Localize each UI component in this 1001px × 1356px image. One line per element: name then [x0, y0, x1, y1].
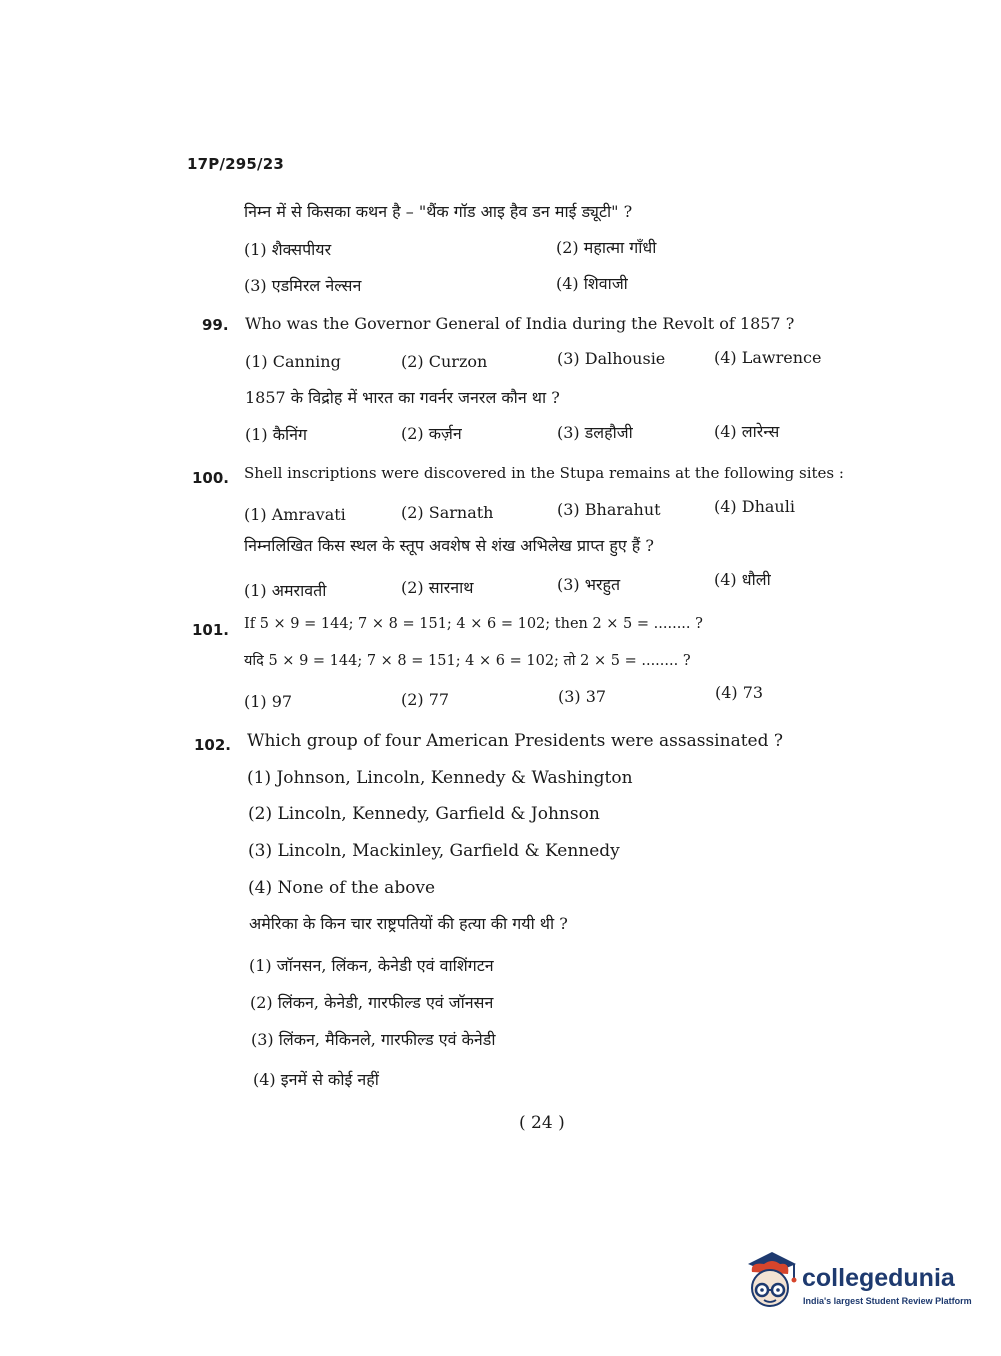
q102-option-4: (4) None of the above — [248, 878, 436, 898]
page-number: ( 24 ) — [519, 1113, 565, 1133]
q99-number: 99. — [202, 316, 229, 334]
q102-option-3: (3) Lincoln, Mackinley, Garfield & Kennedy — [248, 841, 620, 861]
logo-tagline: India's largest Student Review Platform — [803, 1296, 972, 1306]
q102-hindi-option-4: (4) इनमें से कोई नहीं — [253, 1070, 379, 1089]
q102-hindi-option-3: (3) लिंकन, मैकिनले, गारफील्ड एवं केनेडी — [251, 1030, 496, 1049]
q99-text-en: Who was the Governor General of India during the Revolt of 1857 ? — [245, 314, 795, 333]
q99-hindi-option-2: (2) कर्ज़न — [401, 424, 462, 443]
q100-option-4: (4) Dhauli — [714, 497, 795, 516]
q100-option-1: (1) Amravati — [244, 505, 346, 524]
q98-option-4: (4) शिवाजी — [556, 274, 628, 293]
q100-hindi-option-2: (2) सारनाथ — [401, 578, 474, 597]
paper-code: 17P/295/23 — [187, 155, 285, 173]
mascot-icon — [742, 1250, 800, 1312]
q99-option-4: (4) Lawrence — [714, 348, 822, 367]
q100-option-2: (2) Sarnath — [401, 503, 494, 522]
q101-option-1: (1) 97 — [244, 692, 293, 711]
q99-option-1: (1) Canning — [245, 352, 341, 371]
q101-number: 101. — [192, 621, 230, 639]
q101-text-en: If 5 × 9 = 144; 7 × 8 = 151; 4 × 6 = 102; then 2 × 5 = ........ ? — [244, 616, 703, 632]
q100-hindi-option-4: (4) धौली — [714, 570, 771, 589]
q100-number: 100. — [192, 469, 230, 487]
q100-hindi-option-3: (3) भरहुत — [557, 575, 621, 594]
q102-option-2: (2) Lincoln, Kennedy, Garfield & Johnson — [248, 804, 600, 824]
q99-option-3: (3) Dalhousie — [557, 349, 666, 368]
q99-text-hi: 1857 के विद्रोह में भारत का गवर्नर जनरल कौन था ? — [245, 388, 560, 407]
q100-hindi-option-1: (1) अमरावती — [244, 581, 327, 600]
q101-text-hi: यदि 5 × 9 = 144; 7 × 8 = 151; 4 × 6 = 102; तो 2 × 5 = ........ ? — [244, 653, 691, 669]
q100-text-en: Shell inscriptions were discovered in the Stupa remains at the following sites : — [244, 464, 844, 482]
q98-option-3: (3) एडमिरल नेल्सन — [244, 276, 362, 295]
q99-hindi-option-4: (4) लारेन्स — [714, 422, 780, 441]
q100-option-3: (3) Bharahut — [557, 500, 661, 519]
q99-hindi-option-3: (3) डलहौजी — [557, 423, 633, 442]
q98-option-1: (1) शैक्सपीयर — [244, 240, 332, 259]
q98-option-2: (2) महात्मा गाँधी — [556, 238, 657, 257]
q102-text-hi: अमेरिका के किन चार राष्ट्रपतियों की हत्या की गयी थी ? — [249, 914, 568, 933]
q99-option-2: (2) Curzon — [401, 352, 488, 371]
q98-text-hi: निम्न में से किसका कथन है – "थैंक गॉड आइ हैव डन माई ड्यूटी" ? — [244, 202, 633, 221]
q102-number: 102. — [194, 736, 232, 754]
q102-option-1: (1) Johnson, Lincoln, Kennedy & Washington — [247, 768, 633, 788]
q102-text-en: Which group of four American Presidents were assassinated ? — [247, 731, 783, 751]
q99-hindi-option-1: (1) कैनिंग — [245, 425, 308, 444]
q101-option-2: (2) 77 — [401, 690, 450, 709]
q102-hindi-option-1: (1) जॉनसन, लिंकन, केनेडी एवं वाशिंगटन — [249, 956, 494, 975]
q100-text-hi: निम्नलिखित किस स्थल के स्तूप अवशेष से शंख अभिलेख प्राप्त हुए हैं ? — [244, 536, 654, 555]
q101-option-3: (3) 37 — [558, 687, 607, 706]
collegedunia-logo — [742, 1250, 970, 1316]
q102-hindi-option-2: (2) लिंकन, केनेडी, गारफील्ड एवं जॉनसन — [250, 993, 494, 1012]
q101-option-4: (4) 73 — [715, 683, 764, 702]
logo-name: collegedunia — [802, 1264, 955, 1292]
